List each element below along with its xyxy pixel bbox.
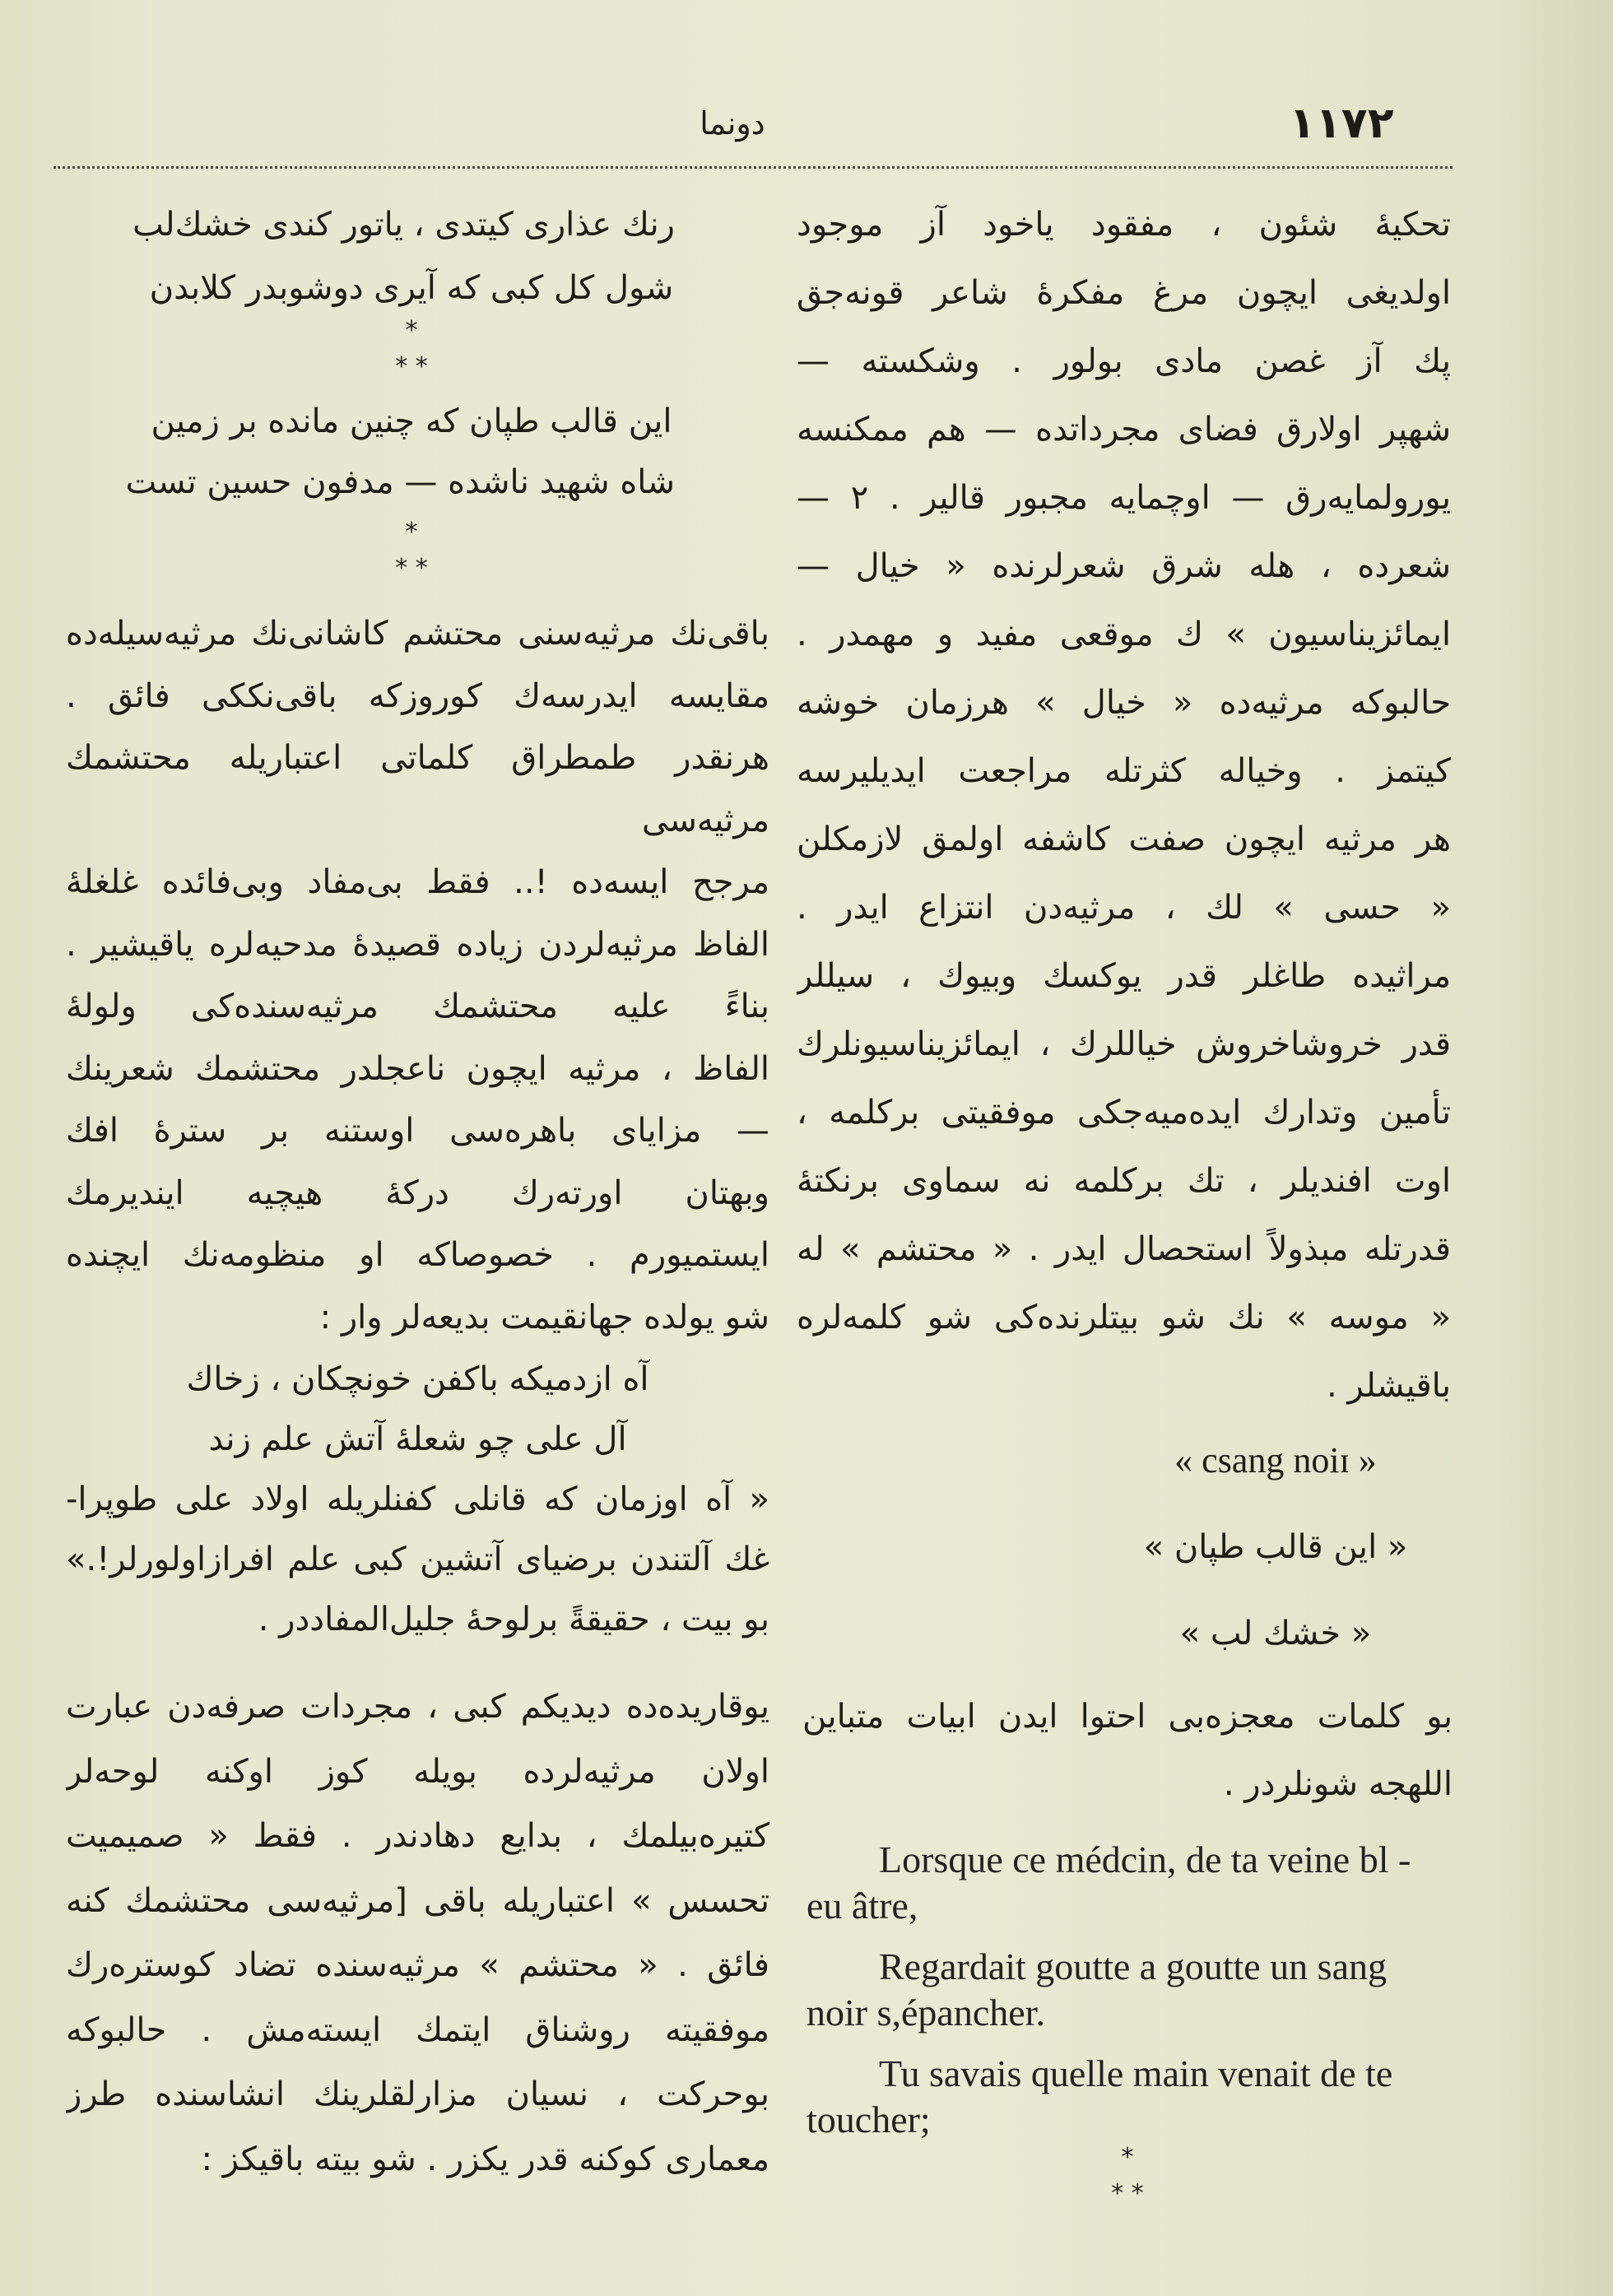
text-line: شو يولده جهانقيمت بديعه‌لر وار :: [319, 1298, 769, 1336]
text-line: تحكيهٔ شئون ، مفقود ياخود آز موجود: [797, 206, 1451, 244]
text-line: اين قالب طپان كه چنين مانده بر زمين: [151, 402, 672, 440]
text-line: باقيشلر .: [1327, 1367, 1451, 1405]
text-line: ايستميورم . خصوصاكه او منظومه‌نك ايچنده: [66, 1236, 769, 1274]
text-line: بو كلمات معجزه‌بى احتوا ايدن ابيات متباين: [802, 1698, 1453, 1736]
text-line: آه ازدميكه باكفن خونچكان ، زخاك: [186, 1360, 649, 1398]
french-verse-line: Lorsque ce médcin, de ta veine bl -: [879, 1838, 1411, 1880]
asterisk-separator: *: [1121, 2143, 1134, 2172]
text-line: شاه شهيد ناشده — مدفون حسين تست: [125, 463, 675, 501]
french-verse-line: noir s,épancher.: [806, 1992, 1045, 2033]
text-line: شهپر اولارق فضاى مجرداتده — هم ممكنسه: [797, 411, 1451, 449]
french-verse-line: Tu savais quelle main venait de te: [879, 2052, 1393, 2094]
text-line: تأمين وتدارك ايده‌ميه‌جكى موفقيتى بركلمه ،: [797, 1094, 1451, 1132]
text-line: مقايسه ايدرسه‌ك كوروزكه باقى‌نككى فائق .: [66, 676, 769, 715]
quoted-verse-and-translation: [66, 1350, 769, 1650]
text-line: بناءً عليه محتشمك مرثيه‌سنده‌كى ولولهٔ: [66, 988, 769, 1025]
text-line: موفقيته روشناق ايتمك ايسته‌مش . حالبوكه: [66, 2010, 769, 2049]
text-line: معمارى كوكنه قدر يكزر . شو بيته باقيكز :: [201, 2140, 769, 2178]
quoted-term: « اين قالب طپان »: [1143, 1528, 1408, 1566]
page-number: ١١٧٢: [1289, 99, 1394, 148]
french-verse-line: Regardait goutte a goutte un sang: [879, 1945, 1388, 1987]
text-line: قدرتله مبذولاً استحصال ايدر . « محتشم » له: [797, 1230, 1451, 1268]
right-column-quoted-terms: [1070, 1428, 1481, 1687]
text-line: « حسى » لك ، مرثيه‌دن انتزاع ايدر .: [797, 889, 1451, 927]
text-line: رنك عذارى كيتدى ، ياتور كندى خشك‌لب: [132, 206, 675, 244]
text-line: الفاظ مرثيه‌لردن زياده قصيدهٔ مدحيه‌لره ياقيشير .: [66, 925, 769, 964]
asterisk-separator: * *: [395, 554, 428, 583]
french-verse-line: toucher;: [806, 2098, 931, 2140]
french-verse: [806, 1837, 1457, 2143]
right-column-paragraph-2: [802, 1683, 1453, 1818]
text-line: كيتمز . وخياله كثرتله مراجعت ايديليرسه: [797, 752, 1451, 790]
text-line: پك آز غصن مادى بولور . وشكسته —: [797, 342, 1451, 380]
text-line: يورولمايه‌رق — اوچمايه مجبور قالير . ٢ —: [797, 479, 1451, 517]
text-line: الفاظ ، مرثيه ايچون ناعجلدر محتشمك شعرينك: [66, 1049, 769, 1088]
running-title: دونما: [700, 105, 765, 142]
text-line: مرجح ايسه‌ده !.. فقط بى‌مفاد وبى‌فائده غلغلهٔ: [66, 863, 769, 901]
asterisk-separator: * *: [395, 352, 428, 381]
text-line: « آه اوزمان كه قانلى كفنلريله اولاد على طوپرا-: [66, 1480, 769, 1518]
text-line: قدر خروشاخروش خياللرك ، ايمائزيناسيونلرك: [797, 1025, 1451, 1063]
header-dotted-rule: [53, 166, 1453, 169]
text-line: اوت افنديلر ، تك بركلمه نه سماوى برنكتهٔ: [797, 1162, 1451, 1200]
persian-verse-2: [125, 391, 675, 513]
text-line: باقى‌نك مرثيه‌سنى محتشم كاشانى‌نك مرثيه‌سيله‌ده: [66, 615, 769, 653]
text-line: كتيره‌بيلمك ، بدايع دهادندر . فقط « صميميت: [66, 1817, 769, 1855]
text-line: تحسس » اعتباريله باقى [مرثيه‌سى محتشمك كنه: [66, 1881, 769, 1920]
text-line: آل على چو شعلهٔ آتش علم زند: [208, 1420, 627, 1458]
asterisk-separator: *: [405, 518, 418, 546]
text-line: فائق . « محتشم » مرثيه‌سنده تضاد كوستره‌رك: [66, 1946, 769, 1984]
persian-verse-1: [132, 193, 675, 320]
left-column-paragraph-1: [66, 603, 769, 1349]
text-line: بو بيت ، حقيقةً برلوحهٔ جليل‌المفاددر .: [258, 1601, 769, 1638]
text-line: « موسه » نك شو بيتلرنده‌كى شو كلمه‌لره: [797, 1299, 1451, 1336]
asterisk-separator: * *: [1111, 2179, 1144, 2208]
text-line: مراثيده طاغلر قدر يوكسك وبيوك ، سيللر: [797, 957, 1451, 995]
text-line: — مزاياى باهره‌سى اوستنه بر سترهٔ افك: [66, 1112, 769, 1150]
quoted-term-french: « csang noiɪ »: [1174, 1440, 1377, 1480]
text-line: اولديغى ايچون مرغ مفكرهٔ شاعر قونه‌جق: [797, 274, 1451, 312]
quoted-term: « خشك لب »: [1179, 1615, 1372, 1652]
text-line: شعرده ، هله شرق شعرلرنده « خيال —: [797, 547, 1451, 585]
section-separator: [1086, 2140, 1169, 2212]
text-line: حالبوكه مرثيه‌ده « خيال » هرزمان خوشه: [797, 684, 1451, 722]
left-column-paragraph-2: [66, 1675, 769, 2191]
section-separator: [346, 313, 477, 385]
text-line: اللهجه شونلردر .: [1223, 1765, 1453, 1803]
section-separator: [346, 514, 477, 587]
text-line: هرنقدر طمطراق كلماتى اعتباريله محتشمك مرثيه‌سى: [66, 739, 769, 839]
text-line: ايمائزيناسيون » ك موقعى مفيد و مهمدر .: [797, 616, 1451, 653]
text-line: غك آلتندن برضياى آتشين كبى علم افرازاولورلر!.»: [66, 1541, 769, 1578]
asterisk-separator: *: [405, 316, 418, 345]
text-line: بوحركت ، نسيان مزارلقلرينك انشاسنده طرز: [66, 2075, 769, 2113]
text-line: هر مرثيه ايچون صفت كاشفه اولمق لازمكلن: [797, 820, 1451, 858]
text-line: وبهتان اورته‌رك دركهٔ هيچيه ايندير‌مك: [66, 1174, 769, 1212]
text-line: يوقاريده‌ده ديديكم كبى ، مجردات صرفه‌دن عبارت: [66, 1688, 769, 1726]
text-line: شول كل كبى كه آيرى دوشوبدر كلابدن: [149, 269, 674, 307]
text-line: اولان مرثيه‌لرده بويله كوز اوكنه لوحه‌لر: [66, 1752, 769, 1791]
right-column-paragraph-1: [797, 191, 1451, 1420]
french-verse-line: eu âtre,: [806, 1885, 918, 1927]
